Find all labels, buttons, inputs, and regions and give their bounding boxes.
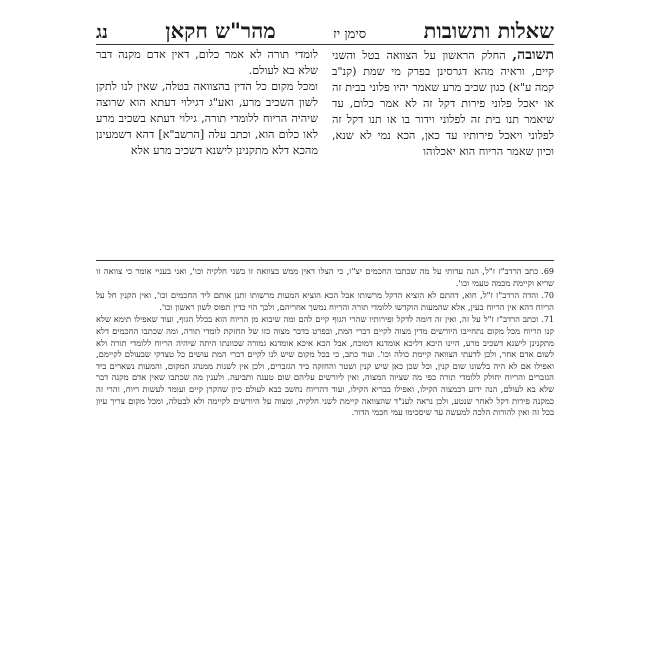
footnote-number: 69. <box>541 267 554 276</box>
lead-word: תשובה, <box>512 47 554 63</box>
footnote <box>96 266 554 289</box>
footnote-number: 70. <box>541 291 554 301</box>
footnote-text: והדה הרדב"ז ז"ל, חוא, דהתם לא הוציא הדקל מרשותו אבל הכא הוציא המעות מרשותו ותנן אותם ליד החכמים וכו', ואין הקנין חל על הריוח דהא אין הריוח בעין, אלא שהמעות הוקדשו ללומדי תורה והריוח נמשך אחריהם, ולכך הוי כדין תפוס לשון ראשון וכו'. <box>96 290 554 312</box>
footnote <box>96 290 554 313</box>
footnote-text: וכתב הרדב"ז ז"ל על זה, ואין זה דומה לדקל ופירותיו שהרי הגוף קיים להם ומה שיבוא מן הריוח הוא בכלל הגוף, ועוד שאפילו תימא שלא קנו הריוח מכל מקום נתחייבו היורשים מדין מצוה לקיים דברי המת, ובפרט בדבר מצוה כזו של החזקת לומדי תורה, ומה שכתבו החכמים דלא מתקנינן לישנא דשכיב מרע, היינו היכא דליכא אומדנא דמוכח, אבל הכא איכא אומדנא גמורה שכוונתו היתה שיהיה הריוח ללומדי תורה ולא לשום אדם אחר, ולכן לדעתי הצוואה קיימת כולה וכו'. ועוד כתב, כי בכל מקום שיש לנו לקיים דברי המת עושים כל טצדקי שבעולם לקיימם, ואפילו אם לא היה בלשונו שום קנין, וכל שכן כאן שיש קנין ושטר והחזקה ביד הגזברים, ולכן אין לשנות ממנהג המקום, והמעות נשארים ביד הגזברים והריוח יחולק ללומדי תורה כפי מה שציוה המצוה, ואין ליורשים עליהם שום טענה ותביעה. ולענין מה שכתבו שאין אדם מקנה דבר שלא בא לעולם, הנה ידוע דבמצוה הקילו, ואפילו בבריא הקילו, ועוד דהריוח נחשב כבא לעולם כיון שהקרן קיים ועומד לעשות ריוח, והרי זה כמקנה פירות דקל לאחר שנטע, ולכן נראה לענ"ד שהצוואה קיימת לשני חלקיה, ומצוה על היורשים לקיימה ולא לבטלה, ומכל מקום צריך עיון בכל זה ואין להורות הלכה למעשה עד שיסכימו עמי חכמי הדור. <box>96 314 554 418</box>
page-header <box>96 18 554 45</box>
book-title: שאלות ותשובות <box>423 18 554 43</box>
siman-label: סימן יז <box>333 27 367 42</box>
left-column-paragraph: לומדי תורה לא אמר כלום, דאין אדם מקנה דבר שלא בא לעולם. <box>96 48 318 77</box>
main-text <box>96 47 554 229</box>
author-name: מהר"ש חקאן <box>165 18 276 43</box>
footnote-number: 71. <box>541 315 554 325</box>
right-column-paragraph <box>332 47 554 160</box>
footnotes <box>96 266 554 644</box>
left-column <box>96 47 318 229</box>
right-column <box>332 47 554 229</box>
left-column-paragraph: ומכל מקום כל הדין בהצוואה בטלה, שאין לנו לתקן לשון השכיב מרע, ואע"ג דגילוי דעתא הוא שרוצה שיהיה הריוח ללומדי תורה, גילוי דעתא בשכיב מרע לאו כלום הוא, וכתב עלה [הרשב"א] דהא דשמעינן מהכא דלא מתקנינן לישנא דשכיב מרע אלא <box>96 80 318 157</box>
footnote <box>96 314 554 418</box>
footnote-divider <box>96 260 554 261</box>
page-number: נג <box>96 22 108 43</box>
paragraph-text: החלק הראשון על הצוואה בטל והשני קיים, וראיה מהא דגרסינן בפרק מי שמת (קנ"ב קמה ע"א) כגון שכיב מרע שאמר יהיו פלוני בבית זה או יאכל פלוני פירות דקל זה לא אמר כלום, עד שיאמר תנו בית זה לפלוני וידור בו או תנו דקל זה לפלוני ויאכל פירותיו עד כאן, הכא נמי לא שנא, וכיון שאמר הריוח הוא יאכלוהו <box>332 49 554 158</box>
footnote-text: כתב הרדב"ז ז"ל, הנה עדותי על מה שכתבו החכמים יצ"ו, כי הצלו דאין ממש בצוואה זו בשני חלקיה וכו', ואני בעניי אומר כי צוואה זו שריא וקיימת מכמה טעמי וכו'. <box>96 266 554 288</box>
